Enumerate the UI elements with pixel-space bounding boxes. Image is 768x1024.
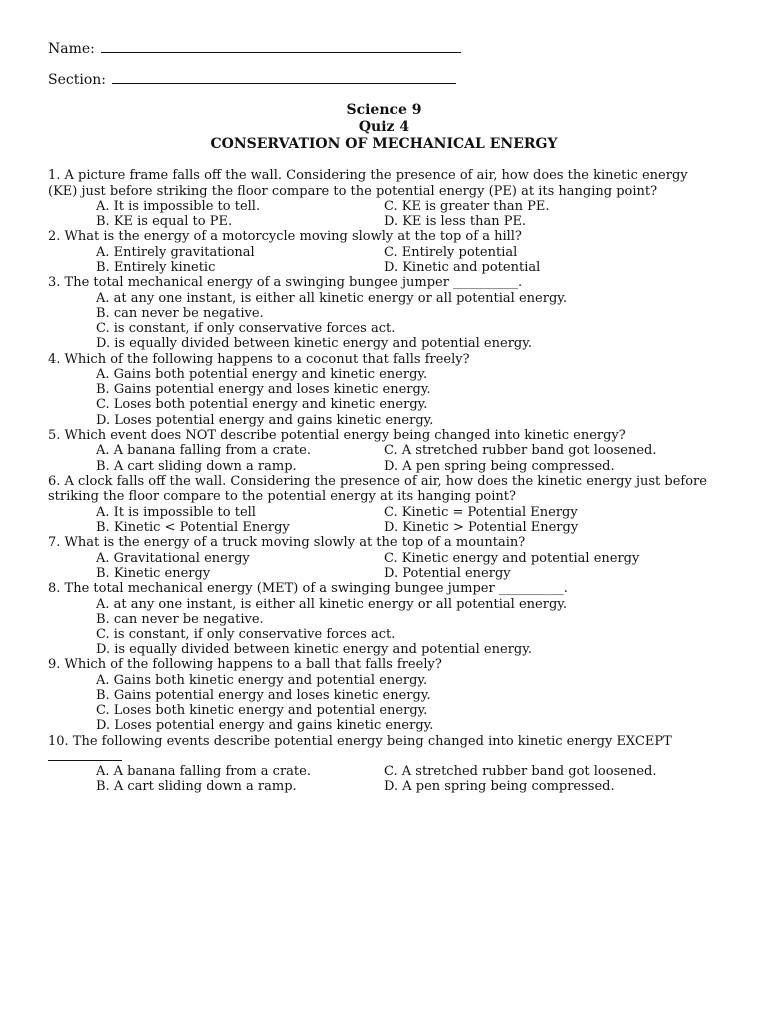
answer-choice[interactable]: A. Gravitational energy: [96, 550, 250, 566]
answer-choice[interactable]: D. Kinetic and potential: [384, 260, 541, 276]
question-item: [48, 428, 720, 474]
blank-line[interactable]: [48, 749, 122, 761]
question-text: 8. The total mechanical energy (MET) of a swinging bungee jumper __________.: [48, 581, 568, 596]
answer-choice[interactable]: C. is constant, if only conservative forces act.: [96, 321, 396, 337]
answer-choice[interactable]: B. Gains potential energy and loses kinetic energy.: [96, 382, 431, 398]
answer-choice[interactable]: D. is equally divided between kinetic energy and potential energy.: [96, 336, 532, 352]
answer-choice[interactable]: B. can never be negative.: [96, 305, 264, 321]
quiz-title: Quiz 4: [358, 119, 410, 135]
answer-choice[interactable]: B. Entirely kinetic: [96, 260, 216, 276]
question-item: [48, 657, 720, 733]
choice-row: [48, 459, 720, 474]
topic-title: CONSERVATION OF MECHANICAL ENERGY: [210, 136, 558, 152]
choice-row: [48, 551, 720, 566]
question-text: 6. A clock falls off the wall. Considering the presence of air, how does the kinetic energy just before striking the floor compare to the potential energy at its hanging point?: [48, 473, 707, 505]
choice-row: [48, 764, 720, 779]
choice-row: [48, 779, 720, 794]
name-label: Name:: [48, 41, 95, 57]
answer-choice[interactable]: C. Kinetic energy and potential energy: [384, 550, 640, 566]
question-text: 2. What is the energy of a motorcycle moving slowly at the top of a hill?: [48, 229, 522, 245]
answer-choice[interactable]: B. Gains potential energy and loses kinetic energy.: [96, 688, 431, 704]
choice-row: [48, 566, 720, 581]
answer-choice[interactable]: D. is equally divided between kinetic energy and potential energy.: [96, 642, 532, 658]
answer-choice[interactable]: C. KE is greater than PE.: [384, 199, 550, 214]
question-text: 9. Which of the following happens to a ball that falls freely?: [48, 657, 442, 673]
question-item: [48, 229, 720, 275]
choice-row: [48, 260, 720, 275]
name-blank-line[interactable]: [101, 38, 461, 53]
answer-choice[interactable]: C. is constant, if only conservative forces act.: [96, 626, 396, 642]
answer-choice[interactable]: D. Loses potential energy and gains kinetic energy.: [96, 718, 434, 734]
answer-choice[interactable]: C. Entirely potential: [384, 244, 518, 260]
question-item: [48, 535, 720, 581]
choice-row: [48, 245, 720, 260]
question-text: 1. A picture frame falls off the wall. Considering the presence of air, how does the kinetic energy (KE) just before striking the floor compare to the potential energy (PE) at its hanging point?: [48, 168, 688, 199]
choice-row: [48, 505, 720, 520]
answer-choice[interactable]: C. Loses both kinetic energy and potential energy.: [96, 703, 428, 719]
section-blank-line[interactable]: [112, 69, 456, 84]
question-text: 5. Which event does NOT describe potential energy being changed into kinetic energy?: [48, 427, 626, 443]
answer-choice[interactable]: C. A stretched rubber band got loosened.: [384, 443, 657, 459]
question-text: 3. The total mechanical energy of a swinging bungee jumper __________.: [48, 275, 523, 291]
answer-choice[interactable]: D. KE is less than PE.: [384, 214, 527, 230]
question-item: [48, 168, 720, 229]
answer-choice[interactable]: A. Gains both kinetic energy and potential energy.: [96, 672, 428, 688]
answer-choice[interactable]: A. at any one instant, is either all kinetic energy or all potential energy.: [96, 596, 568, 612]
choice-row: [48, 520, 720, 535]
answer-choice[interactable]: B. A cart sliding down a ramp.: [96, 779, 297, 795]
question-item: [48, 734, 720, 795]
choice-row: [48, 214, 720, 229]
answer-choice[interactable]: C. Kinetic = Potential Energy: [384, 504, 578, 520]
answer-choice[interactable]: D. A pen spring being compressed.: [384, 779, 615, 795]
answer-choice[interactable]: A. A banana falling from a crate.: [96, 764, 311, 780]
question-text: 4. Which of the following happens to a coconut that falls freely?: [48, 351, 470, 367]
answer-choice[interactable]: A. at any one instant, is either all kinetic energy or all potential energy.: [96, 290, 568, 306]
section-label: Section:: [48, 72, 106, 88]
answer-choice[interactable]: D. Loses potential energy and gains kinetic energy.: [96, 412, 434, 428]
question-item: [48, 581, 720, 657]
answer-choice[interactable]: A. It is impossible to tell.: [96, 199, 261, 214]
question-text: 10. The following events describe potential energy being changed into kinetic energy EXCEPT: [48, 733, 672, 749]
answer-choice[interactable]: C. A stretched rubber band got loosened.: [384, 764, 657, 780]
question-text: 7. What is the energy of a truck moving slowly at the top of a mountain?: [48, 535, 526, 551]
choice-row: [48, 443, 720, 458]
answer-choice[interactable]: C. Loses both potential energy and kinetic energy.: [96, 397, 428, 413]
question-item: [48, 275, 720, 351]
answer-choice[interactable]: A. A banana falling from a crate.: [96, 443, 311, 459]
answer-choice[interactable]: B. can never be negative.: [96, 611, 264, 627]
section-field[interactable]: [48, 69, 456, 88]
question-item: [48, 474, 720, 535]
question-item: [48, 352, 720, 428]
answer-choice[interactable]: B. Kinetic energy: [96, 565, 211, 581]
answer-choice[interactable]: D. Potential energy: [384, 565, 511, 581]
answer-choice[interactable]: A. Entirely gravitational: [96, 244, 255, 260]
name-field[interactable]: [48, 38, 461, 57]
answer-choice[interactable]: B. A cart sliding down a ramp.: [96, 458, 297, 474]
answer-choice[interactable]: A. Gains both potential energy and kinetic energy.: [96, 367, 428, 383]
answer-choice[interactable]: D. Kinetic > Potential Energy: [384, 519, 579, 535]
answer-choice[interactable]: D. A pen spring being compressed.: [384, 458, 615, 474]
answer-choice[interactable]: B. KE is equal to PE.: [96, 214, 233, 230]
answer-choice[interactable]: B. Kinetic < Potential Energy: [96, 519, 290, 535]
choice-row: [48, 199, 720, 214]
subject-title: Science 9: [346, 102, 422, 118]
question-list: [48, 168, 720, 795]
answer-blank[interactable]: [48, 749, 720, 764]
answer-choice[interactable]: A. It is impossible to tell: [96, 504, 256, 520]
